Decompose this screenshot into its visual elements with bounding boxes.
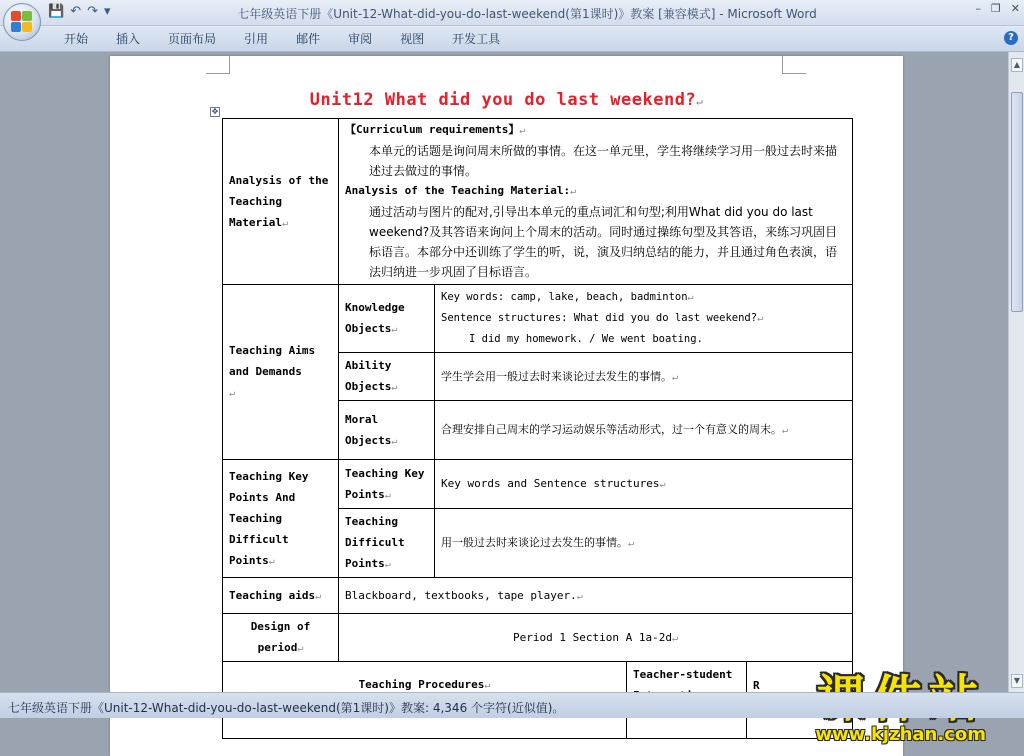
tab-page-layout[interactable]: 页面布局: [168, 32, 217, 46]
margin-corner-mark: [782, 56, 806, 74]
teaching-aids-label: Teaching aids↵: [223, 578, 339, 614]
sentence-structures-line: Sentence structures: What did you do last weekend?: [441, 312, 758, 324]
key-difficult-points-label: Teaching Key Points And Teaching Difficult Points↵: [223, 460, 339, 578]
teaching-aids-content[interactable]: Blackboard, textbooks, tape player.↵: [339, 578, 853, 614]
design-label: Design of period↵: [223, 614, 339, 662]
ability-content[interactable]: 学生学会用一般过去时来谈论过去发生的事情。↵: [435, 353, 853, 401]
tab-review[interactable]: 审阅: [348, 32, 373, 46]
tab-mailings[interactable]: 邮件: [296, 32, 321, 46]
scroll-up-icon[interactable]: ▲: [1011, 58, 1023, 72]
window-title: [0, 5, 1024, 22]
document-title: [110, 90, 903, 110]
curriculum-text: 本单元的话题是询问周末所做的事情。在这一单元里，学生将继续学习用一般过去时来描述过去做过的事情。: [369, 144, 838, 178]
difficult-points-label: Teaching Difficult Points↵: [339, 509, 435, 578]
table-row: [223, 578, 853, 614]
knowledge-label: Knowledge Objects↵: [339, 285, 435, 353]
lesson-plan-table: [222, 118, 853, 739]
window-controls: [975, 2, 1020, 15]
vertical-scrollbar[interactable]: [1008, 52, 1024, 692]
document-name: 七年级英语下册《Unit-12-What-did-you-do-last-weekend(第1课时)》教案 [兼容模式] -: [237, 7, 728, 21]
moral-label: Moral Objects↵: [339, 401, 435, 460]
moral-content[interactable]: 合理安排自己周末的学习运动娱乐等活动形式，过一个有意义的周末。↵: [435, 401, 853, 460]
tab-home[interactable]: 开始: [64, 32, 89, 46]
watermark-url: www.kjzhan.com: [815, 724, 986, 745]
status-text: 七年级英语下册《Unit-12-What-did-you-do-last-weekend(第1课时)》教案: 4,346 个字符(近似值)。: [8, 701, 565, 715]
tab-references[interactable]: 引用: [244, 32, 269, 46]
curriculum-heading: 【Curriculum requirements】: [345, 123, 520, 136]
analysis-heading: Analysis of the Teaching Material:: [345, 184, 571, 197]
undo-icon[interactable]: ↶: [70, 4, 82, 19]
key-points-label: Teaching Key Points↵: [339, 460, 435, 509]
restore-button[interactable]: ❐: [990, 2, 1001, 15]
close-button[interactable]: ✕: [1010, 2, 1020, 15]
procedures-header: Teaching Procedures↵: [223, 662, 627, 709]
key-words-line: Key words: camp, lake, beach, badminton: [441, 291, 688, 303]
scroll-down-icon[interactable]: ▼: [1011, 674, 1023, 688]
table-row: [223, 285, 853, 353]
example-sentences-line: I did my homework. / We went boating.: [469, 333, 703, 345]
table-move-handle-icon[interactable]: ✥: [211, 107, 219, 116]
help-icon[interactable]: ?: [1004, 31, 1018, 45]
margin-corner-mark: [206, 56, 230, 74]
paragraph-mark: ↵: [696, 95, 704, 108]
table-row: [223, 119, 853, 285]
tab-insert[interactable]: 插入: [116, 32, 141, 46]
ability-label: Ability Objects↵: [339, 353, 435, 401]
knowledge-content[interactable]: Key words: camp, lake, beach, badminton↵ Sentence structures: What did you do last weekend?↵ I did my homework. / We went boating.: [435, 285, 853, 353]
redo-icon[interactable]: ↷: [87, 4, 98, 19]
tab-view[interactable]: 视图: [400, 32, 425, 46]
design-content[interactable]: Period 1 Section A 1a-2d↵: [339, 614, 853, 662]
scrollbar-thumb[interactable]: [1011, 92, 1023, 312]
difficult-points-content[interactable]: 用一般过去时来谈论过去发生的事情。↵: [435, 509, 853, 578]
analysis-content[interactable]: 【Curriculum requirements】↵ 本单元的话题是询问周末所做的事情。在这一单元里，学生将继续学习用一般过去时来描述过去做过的事情。 Analysis of the Teaching Material:↵ 通过活动与图片的配对,引导出本单元的重点词汇和句型;利用What did you do last weekend?及其答语来询问上个周末的活动。同时通过操练句型及其答语，来练习巩固目标语言。本部分中还训练了学生的听，说，演及归纳总结的能力，并且通过角色表演，语法归纳进一步巩固了目标语言。: [339, 119, 853, 285]
title-bar: [0, 0, 1024, 26]
status-bar: [0, 692, 1024, 718]
office-button[interactable]: [3, 3, 41, 41]
office-logo-icon: [11, 11, 33, 33]
save-icon[interactable]: 💾: [48, 4, 65, 19]
aims-label: Teaching Aims and Demands ↵: [223, 285, 339, 460]
table-row: [223, 460, 853, 509]
interaction-header: Teacher-student: [627, 662, 747, 709]
analysis-text: 通过活动与图片的配对,引导出本单元的重点词汇和句型;利用What did you do last weekend?及其答语来询问上个周末的活动。同时通过操练句型及其答语，来练习巩固目标语言。本部分中还训练了学生的听，说，演及归纳总结的能力，并且通过角色表演，语法归纳进一步巩固了目标语言。: [369, 205, 838, 279]
procedures-col3-header: R: [747, 662, 853, 709]
key-points-content[interactable]: Key words and Sentence structures↵: [435, 460, 853, 509]
table-row: [223, 614, 853, 662]
tab-developer[interactable]: 开发工具: [452, 32, 501, 46]
minimize-button[interactable]: –: [975, 2, 981, 15]
customize-quick-access-icon[interactable]: ▾: [104, 4, 111, 19]
document-page[interactable]: [110, 56, 903, 756]
document-title-text: Unit12 What did you do last weekend?: [309, 90, 697, 110]
app-name: Microsoft Word: [727, 7, 817, 21]
ribbon-tabs: [0, 26, 1024, 52]
analysis-label: Analysis of the Teaching Material↵: [223, 119, 339, 285]
